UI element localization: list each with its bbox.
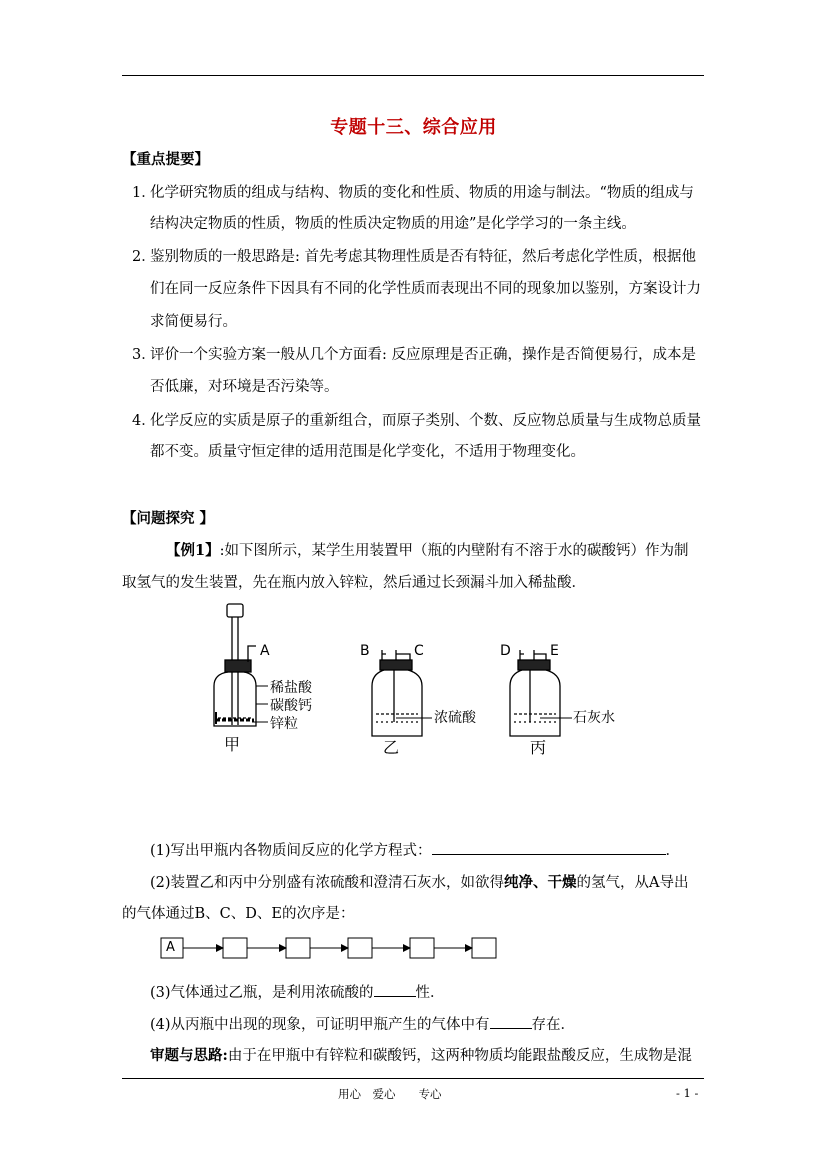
point-4-line-2: 都不变。质量守恒定律的适用范围是化学变化，不适用于物理变化。 <box>150 444 585 460</box>
footer-page-number: - 1 - <box>676 1086 699 1100</box>
question-2-emphasis: 纯净、干燥 <box>504 874 577 891</box>
question-4 <box>150 1014 575 1035</box>
flow-box-1[interactable] <box>223 938 247 958</box>
point-4-line-1: 化学反应的实质是原子的重新组合，而原子类别、个数、反应物总质量与生成物总质量 <box>150 413 701 429</box>
header-rule <box>122 75 704 76</box>
question-3-pre: (3)气体通过乙瓶，是利用浓硫酸的 <box>150 985 374 1001</box>
label-e: E <box>550 643 559 659</box>
answer-blank-3[interactable] <box>374 982 416 997</box>
point-1-line-1: 化学研究物质的组成与结构、物质的变化和性质、物质的用途与制法。“物质的组成与 <box>150 185 694 201</box>
section-heading-exploration: 【问题探究 】 <box>122 510 215 527</box>
bottle-bing <box>510 650 572 736</box>
example-line-2: 取氢气的发生装置，先在瓶内放入锌粒，然后通过长颈漏斗加入稀盐酸． <box>122 575 586 591</box>
bottle-yi <box>372 650 432 736</box>
point-4-number: 4． <box>132 413 156 429</box>
label-c: C <box>414 643 424 659</box>
question-4-pre: (4)从丙瓶中出现的现象，可证明甲瓶产生的气体中有 <box>150 1017 490 1033</box>
gas-flow-sequence <box>160 936 500 962</box>
point-3-line-1: 评价一个实验方案一般从几个方面看: 反应原理是否正确，操作是否简便易行，成本是 <box>150 347 696 363</box>
question-1-text: (1)写出甲瓶内各物质间反应的化学方程式： <box>150 843 432 859</box>
label-d: D <box>500 643 511 659</box>
question-2-post: 的氢气，从A导出 <box>576 875 689 891</box>
label-b: B <box>360 643 370 659</box>
point-1-line-2: 结构决定物质的性质，物质的性质决定物质的用途”是化学学习的一条主线。 <box>150 216 636 232</box>
funnel-cup <box>227 604 243 617</box>
analysis-label: 审题与思路: <box>150 1047 228 1064</box>
flow-box-5[interactable] <box>472 938 496 958</box>
label-caco3: 碳酸钙 <box>270 698 312 714</box>
question-4-post: 存在． <box>531 1017 576 1033</box>
flow-box-4[interactable] <box>410 938 434 958</box>
section-heading-key-points: 【重点提要】 <box>122 151 209 168</box>
question-3 <box>150 982 445 1003</box>
label-a: A <box>260 643 270 659</box>
flow-first-label: A <box>166 940 175 955</box>
answer-blank-1[interactable] <box>432 840 666 855</box>
point-2-number: 2． <box>132 249 156 265</box>
point-2-line-1: 鉴别物质的一般思路是: 首先考虑其物理性质是否有特征，然后考虑化学性质，根据他 <box>150 249 696 265</box>
example-line-1 <box>166 541 688 561</box>
label-zinc: 锌粒 <box>270 716 298 732</box>
question-2-line-2: 的气体通过B、C、D、E的次序是： <box>122 906 355 922</box>
analysis <box>150 1046 692 1066</box>
bottle-body-bing <box>510 670 560 736</box>
label-dilute-hcl: 稀盐酸 <box>270 680 312 696</box>
footer-rule <box>122 1078 704 1079</box>
point-3-line-2: 否低廉，对环境是否污染等。 <box>150 379 339 395</box>
bottle-jia <box>214 604 268 726</box>
page-title: 专题十三、综合应用 <box>330 117 497 138</box>
label-jia: 甲 <box>224 735 241 754</box>
apparatus-diagram <box>200 600 580 760</box>
analysis-text: 由于在甲瓶中有锌粒和碳酸钙，这两种物质均能跟盐酸反应，生成物是混 <box>227 1048 692 1064</box>
point-1-number: 1． <box>132 185 156 201</box>
bottle-body-yi <box>372 670 422 736</box>
question-1-end: ． <box>665 843 681 859</box>
example-label: 【例1】 <box>166 542 220 559</box>
stopper-yi <box>380 660 412 670</box>
point-3-number: 3． <box>132 347 156 363</box>
label-yi: 乙 <box>383 738 400 757</box>
point-2-line-3: 求简便易行。 <box>150 314 237 330</box>
question-1 <box>150 840 680 861</box>
label-limewater: 石灰水 <box>573 710 615 726</box>
stopper-jia <box>225 660 251 672</box>
answer-blank-4[interactable] <box>490 1014 532 1029</box>
flow-box-3[interactable] <box>348 938 372 958</box>
flow-box-2[interactable] <box>286 938 310 958</box>
question-2-pre: (2)装置乙和丙中分别盛有浓硫酸和澄清石灰水，如欲得 <box>150 875 505 891</box>
stopper-bing <box>518 660 550 670</box>
point-2-line-2: 们在同一反应条件下因具有不同的化学性质而表现出不同的现象加以鉴别，方案设计力 <box>150 281 701 297</box>
question-2-line-1 <box>150 873 689 893</box>
question-3-post: 性． <box>415 985 445 1001</box>
footer-motto: 用心 爱心 专心 <box>338 1087 442 1101</box>
example-text-1: :如下图所示，某学生用装置甲（瓶的内壁附有不溶于水的碳酸钙）作为制 <box>219 543 689 559</box>
label-bing: 丙 <box>530 738 547 757</box>
label-conc-h2so4: 浓硫酸 <box>434 710 476 726</box>
